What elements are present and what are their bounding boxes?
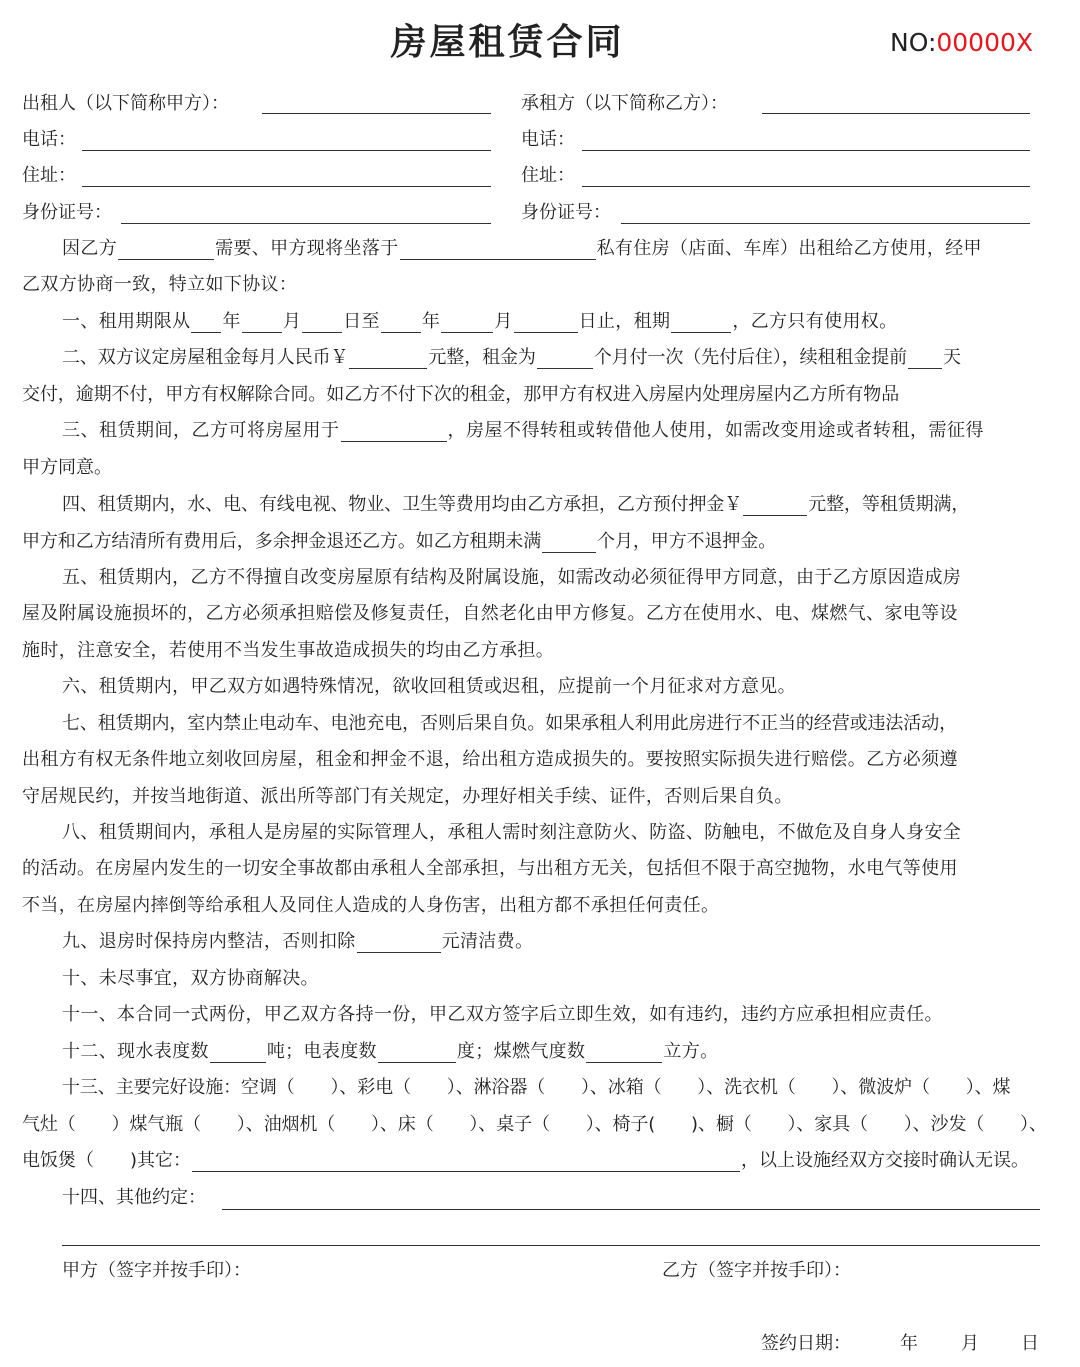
lessee-id-field [521,195,611,231]
clause-8-line-3: 不当，在房屋内摔倒等给承租人及同住人造成的人身伤害，出租方都不承担任何责任。 [22,895,720,916]
clause-10: 十、未尽事宜，双方协商解决。 [62,968,319,989]
clause-4-text-a: 四、租赁期内，水、电、有线电视、物业、卫生等费用均由乙方承担，乙方预付押金￥ [62,494,743,515]
signing-date-year[interactable]: 年 [900,1333,918,1354]
start-day-blank[interactable] [302,310,342,333]
clause-14: 十四、其他约定： [62,1187,206,1208]
clause-12-text-d: 立方。 [663,1041,719,1062]
lessor-id-label: 身份证号： [22,202,112,223]
signing-date-month[interactable]: 月 [961,1333,979,1354]
clause-4-text-b: 元整，等租赁期满， [808,494,970,515]
lessee-field [521,86,728,122]
lessee-id-label: 身份证号： [521,202,611,223]
lessee-label: 承租方（以下简称乙方）： [521,93,728,114]
clause-13-text-c: 电饭煲（ )其它： [22,1150,192,1171]
start-month-blank[interactable] [242,310,282,333]
clause-11: 十一、本合同一式两份，甲乙双方各持一份，甲乙双方签字后立即生效，如有违约，违约方应承担相应责任。 [62,1004,943,1025]
contract-number-label: NO: [890,28,937,57]
lessee-phone-label: 电话： [521,129,575,150]
contract-number-value: 00000X [936,28,1034,57]
lessor-input-line[interactable] [262,113,491,114]
clause-7-line-1: 七、租赁期内，室内禁止电动车、电池充电，否则后果自负。如果承租人利用此房进行不正当的经营或违法活动， [62,713,957,734]
property-location-blank[interactable] [400,237,596,260]
clause-2-text-b: 元整，租金为 [428,347,536,368]
party-b-signature[interactable]: 乙方（签字并按手印）： [662,1260,851,1281]
lessor-address-field [22,158,76,194]
gas-meter-blank[interactable] [586,1040,662,1063]
clause-1 [22,304,1080,340]
usage-purpose-blank[interactable] [341,419,447,442]
deposit-blank[interactable] [743,493,807,516]
lessor-phone-field [22,122,76,158]
monthly-rent-blank[interactable] [349,346,427,369]
clause-1-text-e: 年 [421,311,441,332]
clause-1-text-d: 日至 [343,311,380,332]
clause-1-text-c: 月 [282,311,302,332]
lessee-phone-field [521,122,575,158]
lessor-address-label: 住址： [22,165,76,186]
clause-9 [22,924,1080,960]
clause-2-line-2: 交付，逾期不付，甲方有权解除合同。如乙方不付下次的租金，那甲方有权进入房屋内处理房屋内乙方所有物品 [22,384,900,405]
clause-12-text-a: 十二、现水表度数 [62,1041,209,1062]
other-terms-input-line[interactable] [222,1209,1040,1210]
other-terms-input-line-2[interactable] [62,1245,1040,1246]
min-months-blank[interactable] [542,530,596,553]
intro-line-1 [22,231,1080,267]
clause-13-line-2: 气灶（ ）煤气瓶（ ）、油烟机（ ）、床（ ）、桌子（ ）、椅子( )、橱（ ）、家具（ ）、沙发（ ）、 [22,1114,1047,1135]
intro-text-b: 需要、甲方现将坐落于 [215,238,399,259]
renewal-days-blank[interactable] [908,346,942,369]
clause-5-line-1: 五、租赁期内，乙方不得擅自改变房屋原有结构及附属设施，如需改动必须征得甲方同意，由于乙方原因造成房 [62,567,962,588]
clause-7-line-2: 出租方有权无条件地立刻收回房屋，租金和押金不退，给出租方造成损失的。要按照实际损失进行赔偿。乙方必须遵 [22,749,958,770]
end-month-blank[interactable] [441,310,493,333]
clause-2-text-c: 个月付一次（先付后住），续租租金提前 [593,347,908,368]
clause-3-text-a: 三、租赁期间，乙方可将房屋用于 [62,420,340,441]
lessee-phone-input-line[interactable] [582,150,1030,151]
clause-13-text-d: ，以上设施经双方交接时确认无误。 [741,1150,1030,1171]
clause-7-line-3: 守居规民约，并按当地街道、派出所等部门有关规定，办理好相关手续、证件，否则后果自负。 [22,786,793,807]
lessee-address-label: 住址： [521,165,575,186]
lessor-id-field [22,195,112,231]
clause-1-text-a: 一、租用期限从 [62,311,191,332]
end-day-blank[interactable] [514,310,578,333]
clause-2-text-d: 天 [943,347,961,368]
lessee-address-input-line[interactable] [582,186,1030,187]
lessor-phone-label: 电话： [22,129,76,150]
intro-line-2: 乙双方协商一致，特立如下协议： [22,274,298,295]
clause-6: 六、租赁期内，甲乙双方如遇特殊情况，欲收回租赁或迟租，应提前一个月征求对方意见。 [62,676,796,697]
clause-3-text-b: ，房屋不得转租或转借他人使用，如需改变用途或者转租，需征得 [447,420,984,441]
clause-4-line-1 [22,487,1080,523]
electric-meter-blank[interactable] [378,1040,456,1063]
signing-date-day[interactable]: 日 [1021,1333,1039,1354]
clause-13-line-1: 十三、主要完好设施：空调（ ）、彩电（ ）、淋浴器（ ）、冰箱（ ）、洗衣机（ ）、微波炉（ ）、煤 [62,1077,1011,1098]
intro-text-c: 私有住房（店面、车库）出租给乙方使用，经甲 [596,238,982,259]
party-a-signature[interactable]: 甲方（签字并按手印）： [62,1260,251,1281]
clause-1-text-g: 日止，租期 [578,311,671,332]
clause-12-text-c: 度；煤燃气度数 [456,1041,586,1062]
lessee-input-line[interactable] [762,113,1030,114]
end-year-blank[interactable] [381,310,421,333]
water-meter-blank[interactable] [210,1040,266,1063]
start-year-blank[interactable] [191,310,221,333]
clause-3-line-1 [22,413,1080,449]
clause-5-line-2: 屋及附属设施损坏的，乙方必须承担赔偿及修复责任，自然老化由甲方修复。乙方在使用水、电、煤燃气、家电等设 [22,603,958,624]
lessor-id-input-line[interactable] [121,223,491,224]
lessor-label: 出租人（以下简称甲方）： [22,93,229,114]
clause-3-line-2: 甲方同意。 [22,457,112,478]
clause-13-line-3 [22,1143,1042,1179]
clause-1-text-f: 月 [494,311,513,332]
contract-number [890,28,1033,57]
lessee-id-input-line[interactable] [621,223,1030,224]
lessor-address-input-line[interactable] [82,186,491,187]
cleaning-fee-blank[interactable] [357,930,441,953]
reason-blank[interactable] [118,237,214,260]
clause-1-text-b: 年 [222,311,241,332]
other-facilities-blank[interactable] [192,1149,740,1172]
clause-4-text-c: 甲方和乙方结清所有费用后，多余押金退还乙方。如乙方租期未满 [22,531,542,552]
page-title: 房屋租赁合同 [390,22,625,63]
lessor-field [22,86,229,122]
lease-term-blank[interactable] [671,310,731,333]
lessee-address-field [521,158,575,194]
clause-9-text-b: 元清洁费。 [441,931,534,952]
clause-8-line-2: 的活动。在房屋内发生的一切安全事故都由承租人全部承担，与出租方无关，包括但不限于高空抛物，水电气等使用 [22,858,958,879]
clause-2-text-a: 二、双方议定房屋租金每月人民币￥ [62,347,349,368]
clause-5-line-3: 施时，注意安全，若使用不当发生事故造成损失的均由乙方承担。 [22,640,555,661]
clause-12-text-b: 吨；电表度数 [266,1041,377,1062]
clause-4-text-d: 个月，甲方不退押金。 [597,531,777,552]
payment-interval-blank[interactable] [537,346,593,369]
clause-9-text-a: 九、退房时保持房内整洁，否则扣除 [62,931,356,952]
intro-text-a: 因乙方 [62,238,118,259]
clause-1-text-h: ，乙方只有使用权。 [732,311,898,332]
clause-4-line-2 [22,524,1042,560]
clause-8-line-1: 八、租赁期间内，承租人是房屋的实际管理人，承租人需时刻注意防火、防盗、防触电，不做危及自身人身安全 [62,822,962,843]
lessor-phone-input-line[interactable] [82,150,491,151]
clause-2-line-1 [22,340,1080,376]
signing-date-label: 签约日期： [761,1333,851,1354]
clause-12 [22,1034,1080,1070]
